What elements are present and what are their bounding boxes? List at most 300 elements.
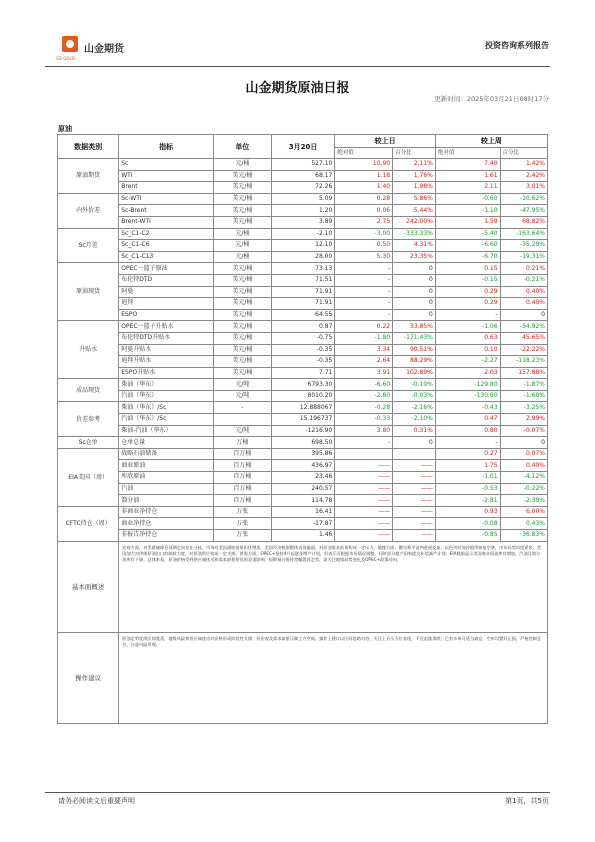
week-pct-cell: 6.00% [500,506,547,518]
week-pct-cell: -36.83% [500,530,547,542]
fundamental-label: 基本面概述 [58,541,119,632]
table-row [58,483,548,495]
table-row [58,344,548,356]
subheader-day-abs: 绝对值 [335,148,393,159]
day-pct-cell: 0 [393,437,436,449]
footer-divider [45,792,550,793]
category-cell: 内外价差 [58,193,119,228]
day-pct-cell: -0.10% [393,379,436,391]
week-abs-cell: 0.63 [435,332,500,344]
week-pct-cell: 157.88% [500,367,547,379]
table-row [58,240,548,252]
indicator-cell: 非报告净持仓 [119,530,214,542]
indicator-cell: 迪拜升贴水 [119,356,214,368]
unit-cell: 元/桶 [214,240,272,252]
indicator-cell: 馏分油 [119,495,214,507]
value-cell: 15.196737 [271,414,335,426]
value-cell: 395.86 [271,448,335,460]
day-pct-cell: -333.33% [393,228,436,240]
day-abs-cell: 0.06 [335,205,393,217]
value-cell: 1.46 [271,530,335,542]
day-pct-cell: —— [393,495,436,507]
week-pct-cell: -163.64% [500,228,547,240]
day-abs-cell: 2.64 [335,356,393,368]
table-row [58,414,548,426]
day-pct-cell: 0 [393,286,436,298]
day-abs-cell: 0.22 [335,321,393,333]
week-abs-cell: -5.40 [435,228,500,240]
operation-row [58,632,548,723]
day-abs-cell: —— [335,460,393,472]
indicator-cell: 战略石油储备 [119,448,214,460]
indicator-cell: Sc [119,159,214,171]
week-abs-cell: - [435,309,500,321]
operation-text: 原油走势延续区间震荡，地缘风险和供应端扰动对价格形成阶段性支撑，但宏观及需求前景压制上方空间。操作上建议以区间思路对待，关注上方压力位表现，不宜追涨杀跌；已有多单可适当减仓，空单设置好止损，严格控制仓位，注意风险管理。 [119,632,548,723]
category-cell: CFTC持仓（周） [58,506,119,541]
page-number: 第1页，共5页 [505,797,549,805]
unit-cell: 元/桶 [214,159,272,171]
day-pct-cell: —— [393,483,436,495]
unit-cell: 美元/桶 [214,193,272,205]
unit-cell: 美元/桶 [214,170,272,182]
week-abs-cell: - [435,437,500,449]
day-pct-cell: 23.35% [393,251,436,263]
unit-cell: 美元/桶 [214,298,272,310]
category-cell: 原油现货 [58,263,119,321]
table-row [58,216,548,228]
week-pct-cell: -47.95% [500,205,547,217]
value-cell: 436.97 [271,460,335,472]
table-body [58,135,548,724]
subheader-week-pct: 百分比 [500,148,547,159]
week-pct-cell: 2.99% [500,414,547,426]
report-series: 投资咨询系列报告 [485,41,549,50]
table-row [58,286,548,298]
unit-cell: 美元/桶 [214,182,272,194]
value-cell: -17.87 [271,518,335,530]
indicator-cell: OPEC一篮子原油 [119,263,214,275]
week-abs-cell: 0.15 [435,263,500,275]
week-pct-cell: -3.25% [500,402,547,414]
week-pct-cell: -35.29% [500,240,547,252]
day-pct-cell: 242.00% [393,216,436,228]
week-abs-cell: -0.08 [435,518,500,530]
value-cell: -0.35 [271,356,335,368]
indicator-cell: 柴油（华东） [119,379,214,391]
day-pct-cell: -0.03% [393,390,436,402]
day-abs-cell: - [335,286,393,298]
week-pct-cell: -2.39% [500,495,547,507]
day-abs-cell [335,448,393,460]
day-abs-cell: —— [335,506,393,518]
day-pct-cell: 5.86% [393,193,436,205]
indicator-cell: Brent-WTI [119,216,214,228]
table-row [58,390,548,402]
col-header-indicator: 指标 [119,135,214,159]
table-row [58,274,548,286]
table-row [58,425,548,437]
week-abs-cell: 1.75 [435,460,500,472]
day-pct-cell: 0 [393,298,436,310]
value-cell: 0.87 [271,321,335,333]
table-row [58,298,548,310]
category-cell: 成品现货 [58,379,119,402]
week-abs-cell: 2.03 [435,367,500,379]
day-pct-cell: -171.43% [393,332,436,344]
unit-cell: 美元/桶 [214,274,272,286]
value-cell: 64.55 [271,309,335,321]
day-abs-cell: - [335,309,393,321]
day-abs-cell: -3.00 [335,228,393,240]
value-cell: 8010.20 [271,390,335,402]
week-abs-cell: 0.80 [435,425,500,437]
week-pct-cell: 1.42% [500,159,547,171]
indicator-cell: Sc_C1-C13 [119,251,214,263]
category-cell: 原油期货 [58,159,119,194]
day-pct-cell: 5.44% [393,205,436,217]
indicator-cell: Sc_C1-C6 [119,240,214,252]
unit-cell: 美元/桶 [214,263,272,275]
disclaimer-note: 请务必阅读文后重要声明 [58,797,135,805]
table-row [58,159,548,171]
unit-cell: 百万桶 [214,472,272,484]
week-abs-cell: -1.06 [435,321,500,333]
value-cell: 72.26 [271,182,335,194]
value-cell: 71.91 [271,298,335,310]
indicator-cell: 非商业净持仓 [119,506,214,518]
day-pct-cell [393,448,436,460]
category-cell: Sc月差 [58,228,119,263]
value-cell: -0.75 [271,332,335,344]
week-abs-cell: 0.29 [435,298,500,310]
day-pct-cell: 1.98% [393,182,436,194]
day-abs-cell: -0.28 [335,402,393,414]
unit-cell: - [214,402,272,414]
week-pct-cell: -1.87% [500,379,547,391]
value-cell: -0.35 [271,344,335,356]
value-cell: 23.46 [271,472,335,484]
day-abs-cell: —— [335,518,393,530]
indicator-cell: 汽油（华东） [119,390,214,402]
value-cell: 71.51 [271,274,335,286]
day-abs-cell: -1.80 [335,332,393,344]
unit-cell: 百万桶 [214,448,272,460]
day-pct-cell: 33.85% [393,321,436,333]
value-cell: 114.78 [271,495,335,507]
unit-cell: 万张 [214,506,272,518]
value-cell: 240.57 [271,483,335,495]
day-abs-cell: 0.28 [335,193,393,205]
week-abs-cell: -0.15 [435,274,500,286]
day-abs-cell: 1.40 [335,182,393,194]
day-abs-cell: 3.34 [335,344,393,356]
unit-cell: 万桶 [214,437,272,449]
week-pct-cell: -1.60% [500,390,547,402]
table-header-row [58,135,548,148]
day-pct-cell: 4.31% [393,240,436,252]
col-header-unit: 单位 [214,135,272,159]
logo-text: 山金期货 [84,44,124,55]
unit-cell: 百万桶 [214,495,272,507]
day-pct-cell: —— [393,472,436,484]
col-header-category: 数据类别 [58,135,119,159]
week-pct-cell: 0 [500,309,547,321]
day-abs-cell: - [335,298,393,310]
table-row [58,367,548,379]
week-pct-cell: -0.21% [500,274,547,286]
table-row [58,356,548,368]
value-cell: 71.91 [271,286,335,298]
unit-cell: 美元/桶 [214,356,272,368]
day-abs-cell: 10.90 [335,159,393,171]
week-abs-cell: 2.11 [435,182,500,194]
week-pct-cell: -118.23% [500,356,547,368]
week-pct-cell: 0.40% [500,298,547,310]
indicator-cell: 阿曼 [119,286,214,298]
value-cell: 527.10 [271,159,335,171]
week-abs-cell: -0.60 [435,193,500,205]
week-pct-cell: 0.43% [500,518,547,530]
day-pct-cell: -2.16% [393,402,436,414]
table-row [58,228,548,240]
day-pct-cell: 0 [393,274,436,286]
week-abs-cell: -1.01 [435,472,500,484]
day-abs-cell: 1.18 [335,170,393,182]
week-pct-cell: 0.07% [500,448,547,460]
indicator-cell: 库欣原油 [119,472,214,484]
unit-cell: 美元/桶 [214,216,272,228]
value-cell: -2.10 [271,228,335,240]
indicator-cell: Brent [119,182,214,194]
indicator-cell: 布伦特DTD升贴水 [119,332,214,344]
logo-en-text: SD-GOLD [56,56,75,61]
section-title: 原油 [58,125,72,133]
day-pct-cell: —— [393,518,436,530]
week-pct-cell: 45.65% [500,332,547,344]
day-abs-cell: -0.33 [335,414,393,426]
data-table [57,134,548,724]
unit-cell [214,414,272,426]
update-time: 更新时间：2025年03月21日08时17分 [434,95,549,103]
day-pct-cell: 0 [393,309,436,321]
company-logo-icon [62,36,78,52]
indicator-cell: 商业原油 [119,460,214,472]
week-abs-cell: -2.81 [435,495,500,507]
unit-cell: 元/吨 [214,379,272,391]
value-cell: 68.17 [271,170,335,182]
table-row [58,437,548,449]
value-cell: 12.10 [271,240,335,252]
indicator-cell: 汽油 [119,483,214,495]
subheader-week-abs: 绝对值 [435,148,500,159]
week-abs-cell: -6.60 [435,240,500,252]
table-row [58,472,548,484]
table-row [58,530,548,542]
col-header-vs-prev-day: 较上日 [335,135,436,148]
week-abs-cell: -1.10 [435,205,500,217]
day-pct-cell: 88.29% [393,356,436,368]
category-cell: 升贴水 [58,321,119,379]
week-pct-cell: 0.40% [500,460,547,472]
day-pct-cell: 0 [393,263,436,275]
day-pct-cell: 0.31% [393,425,436,437]
week-pct-cell: 68.82% [500,216,547,228]
unit-cell: 元/桶 [214,228,272,240]
category-cell: Sc仓单 [58,437,119,449]
week-abs-cell: -0.85 [435,530,500,542]
indicator-cell: Sc_C1-C2 [119,228,214,240]
value-cell: -1216.90 [271,425,335,437]
day-pct-cell: 1.76% [393,170,436,182]
week-pct-cell: -10.62% [500,193,547,205]
indicator-cell: 迪拜 [119,298,214,310]
value-cell: 6793.30 [271,379,335,391]
subheader-day-pct: 百分比 [393,148,436,159]
day-abs-cell: —— [335,530,393,542]
day-pct-cell: —— [393,530,436,542]
table-row [58,263,548,275]
operation-label: 操作建议 [58,632,119,723]
value-cell: 5.09 [271,193,335,205]
day-pct-cell: 102.89% [393,367,436,379]
unit-cell: 元/吨 [214,425,272,437]
day-pct-cell: —— [393,506,436,518]
indicator-cell: ESPO [119,309,214,321]
indicator-cell: WTI [119,170,214,182]
indicator-cell: 商业净持仓 [119,518,214,530]
table-row [58,448,548,460]
unit-cell: 美元/桶 [214,286,272,298]
day-abs-cell: 3.80 [335,425,393,437]
table-row [58,170,548,182]
indicator-cell: ESPO升贴水 [119,367,214,379]
day-abs-cell: 3.91 [335,367,393,379]
table-row [58,402,548,414]
week-pct-cell: -0.07% [500,425,547,437]
table-row [58,332,548,344]
col-header-date: 3月20日 [271,135,335,159]
day-abs-cell: —— [335,495,393,507]
week-pct-cell: -0.22% [500,483,547,495]
day-abs-cell: -2.80 [335,390,393,402]
value-cell: 698.50 [271,437,335,449]
day-abs-cell: 5.30 [335,251,393,263]
week-abs-cell: -0.53 [435,483,500,495]
day-abs-cell: - [335,263,393,275]
day-pct-cell: 90.51% [393,344,436,356]
table-row [58,193,548,205]
table-row [58,251,548,263]
indicator-cell: 仓单总量 [119,437,214,449]
unit-cell: 美元/桶 [214,367,272,379]
week-pct-cell: 0 [500,437,547,449]
week-pct-cell: 3.01% [500,182,547,194]
fundamental-row [58,541,548,632]
day-abs-cell: —— [335,472,393,484]
day-pct-cell: —— [393,460,436,472]
day-abs-cell: -6.60 [335,379,393,391]
week-pct-cell: -19.31% [500,251,547,263]
unit-cell: 美元/桶 [214,344,272,356]
indicator-cell: Sc-Brent [119,205,214,217]
fundamental-text: 宏观方面，对美联储降息预期走向存在分歧，市场对美国通胀前景担忧增加，美国经济数据整体表现偏弱，对原油需求前景构成一定压力。地缘方面，俄乌和平谈判进展反复，以色列对加沙地带恢复空袭，中东局势再度紧张；美国加大对伊朗原油出口的制裁力度，对原油供应构成一定支撑。供需方面，OPEC+坚持4月起逐步增产计划，但表示可根据市场情况调整，同时部分超产国家提交补偿减产计划；EIA数据显示美国商业原油库存增加，汽油及馏分油库存下降。总体来看，原油价格受到供应端扰动和需求前景担忧的双重影响，短期预计维持宽幅震荡走势，需关注地缘局势变化及OPEC+政策动向。 [119,541,548,632]
unit-cell: 美元/桶 [214,309,272,321]
unit-cell: 美元/桶 [214,321,272,333]
indicator-cell: 阿曼升贴水 [119,344,214,356]
week-abs-cell: 0.47 [435,414,500,426]
table-row [58,518,548,530]
unit-cell: 美元/桶 [214,205,272,217]
week-pct-cell: -22.22% [500,344,547,356]
day-pct-cell: 2.11% [393,159,436,171]
week-pct-cell: 0.21% [500,263,547,275]
indicator-cell: OPEC一篮子升贴水 [119,321,214,333]
table-row [58,495,548,507]
table-row [58,379,548,391]
unit-cell: 万张 [214,518,272,530]
indicator-cell: 布伦特DTD [119,274,214,286]
week-abs-cell: -6.70 [435,251,500,263]
category-cell: EIA美国（周） [58,448,119,506]
week-abs-cell: -2.27 [435,356,500,368]
value-cell: 28.00 [271,251,335,263]
day-abs-cell: 0.50 [335,240,393,252]
value-cell: 16.41 [271,506,335,518]
unit-cell: 美元/桶 [214,332,272,344]
week-pct-cell: 0.40% [500,286,547,298]
value-cell: 7.71 [271,367,335,379]
value-cell: 1.20 [271,205,335,217]
header-divider [45,66,550,67]
week-abs-cell: 1.61 [435,170,500,182]
day-pct-cell: -2.10% [393,414,436,426]
week-pct-cell: -4.12% [500,472,547,484]
day-abs-cell: 2.75 [335,216,393,228]
week-pct-cell: 2.42% [500,170,547,182]
indicator-cell: Sc-WTI [119,193,214,205]
indicator-cell: 汽油（华东）/Sc [119,414,214,426]
week-abs-cell: -0.43 [435,402,500,414]
week-pct-cell: -54.92% [500,321,547,333]
col-header-vs-prev-week: 较上周 [435,135,547,148]
unit-cell: 百万桶 [214,460,272,472]
day-abs-cell: - [335,437,393,449]
value-cell: 73.13 [271,263,335,275]
indicator-cell: 柴油-汽油（华东） [119,425,214,437]
week-abs-cell: -130.60 [435,390,500,402]
week-abs-cell: 0.29 [435,286,500,298]
table-row [58,309,548,321]
week-abs-cell: 0.10 [435,344,500,356]
page-title: 山金期货原油日报 [245,81,350,96]
category-cell: 价差参考 [58,402,119,437]
value-cell: 12.888067 [271,402,335,414]
week-abs-cell: 0.93 [435,506,500,518]
week-abs-cell: -129.80 [435,379,500,391]
value-cell: 3.89 [271,216,335,228]
week-abs-cell: 7.40 [435,159,500,171]
day-abs-cell: —— [335,483,393,495]
table-row [58,182,548,194]
table-row [58,506,548,518]
table-row [58,321,548,333]
unit-cell: 元/桶 [214,251,272,263]
unit-cell: 元/吨 [214,390,272,402]
table-row [58,205,548,217]
indicator-cell: 柴油（华东）/Sc [119,402,214,414]
week-abs-cell: 1.59 [435,216,500,228]
table-row [58,460,548,472]
